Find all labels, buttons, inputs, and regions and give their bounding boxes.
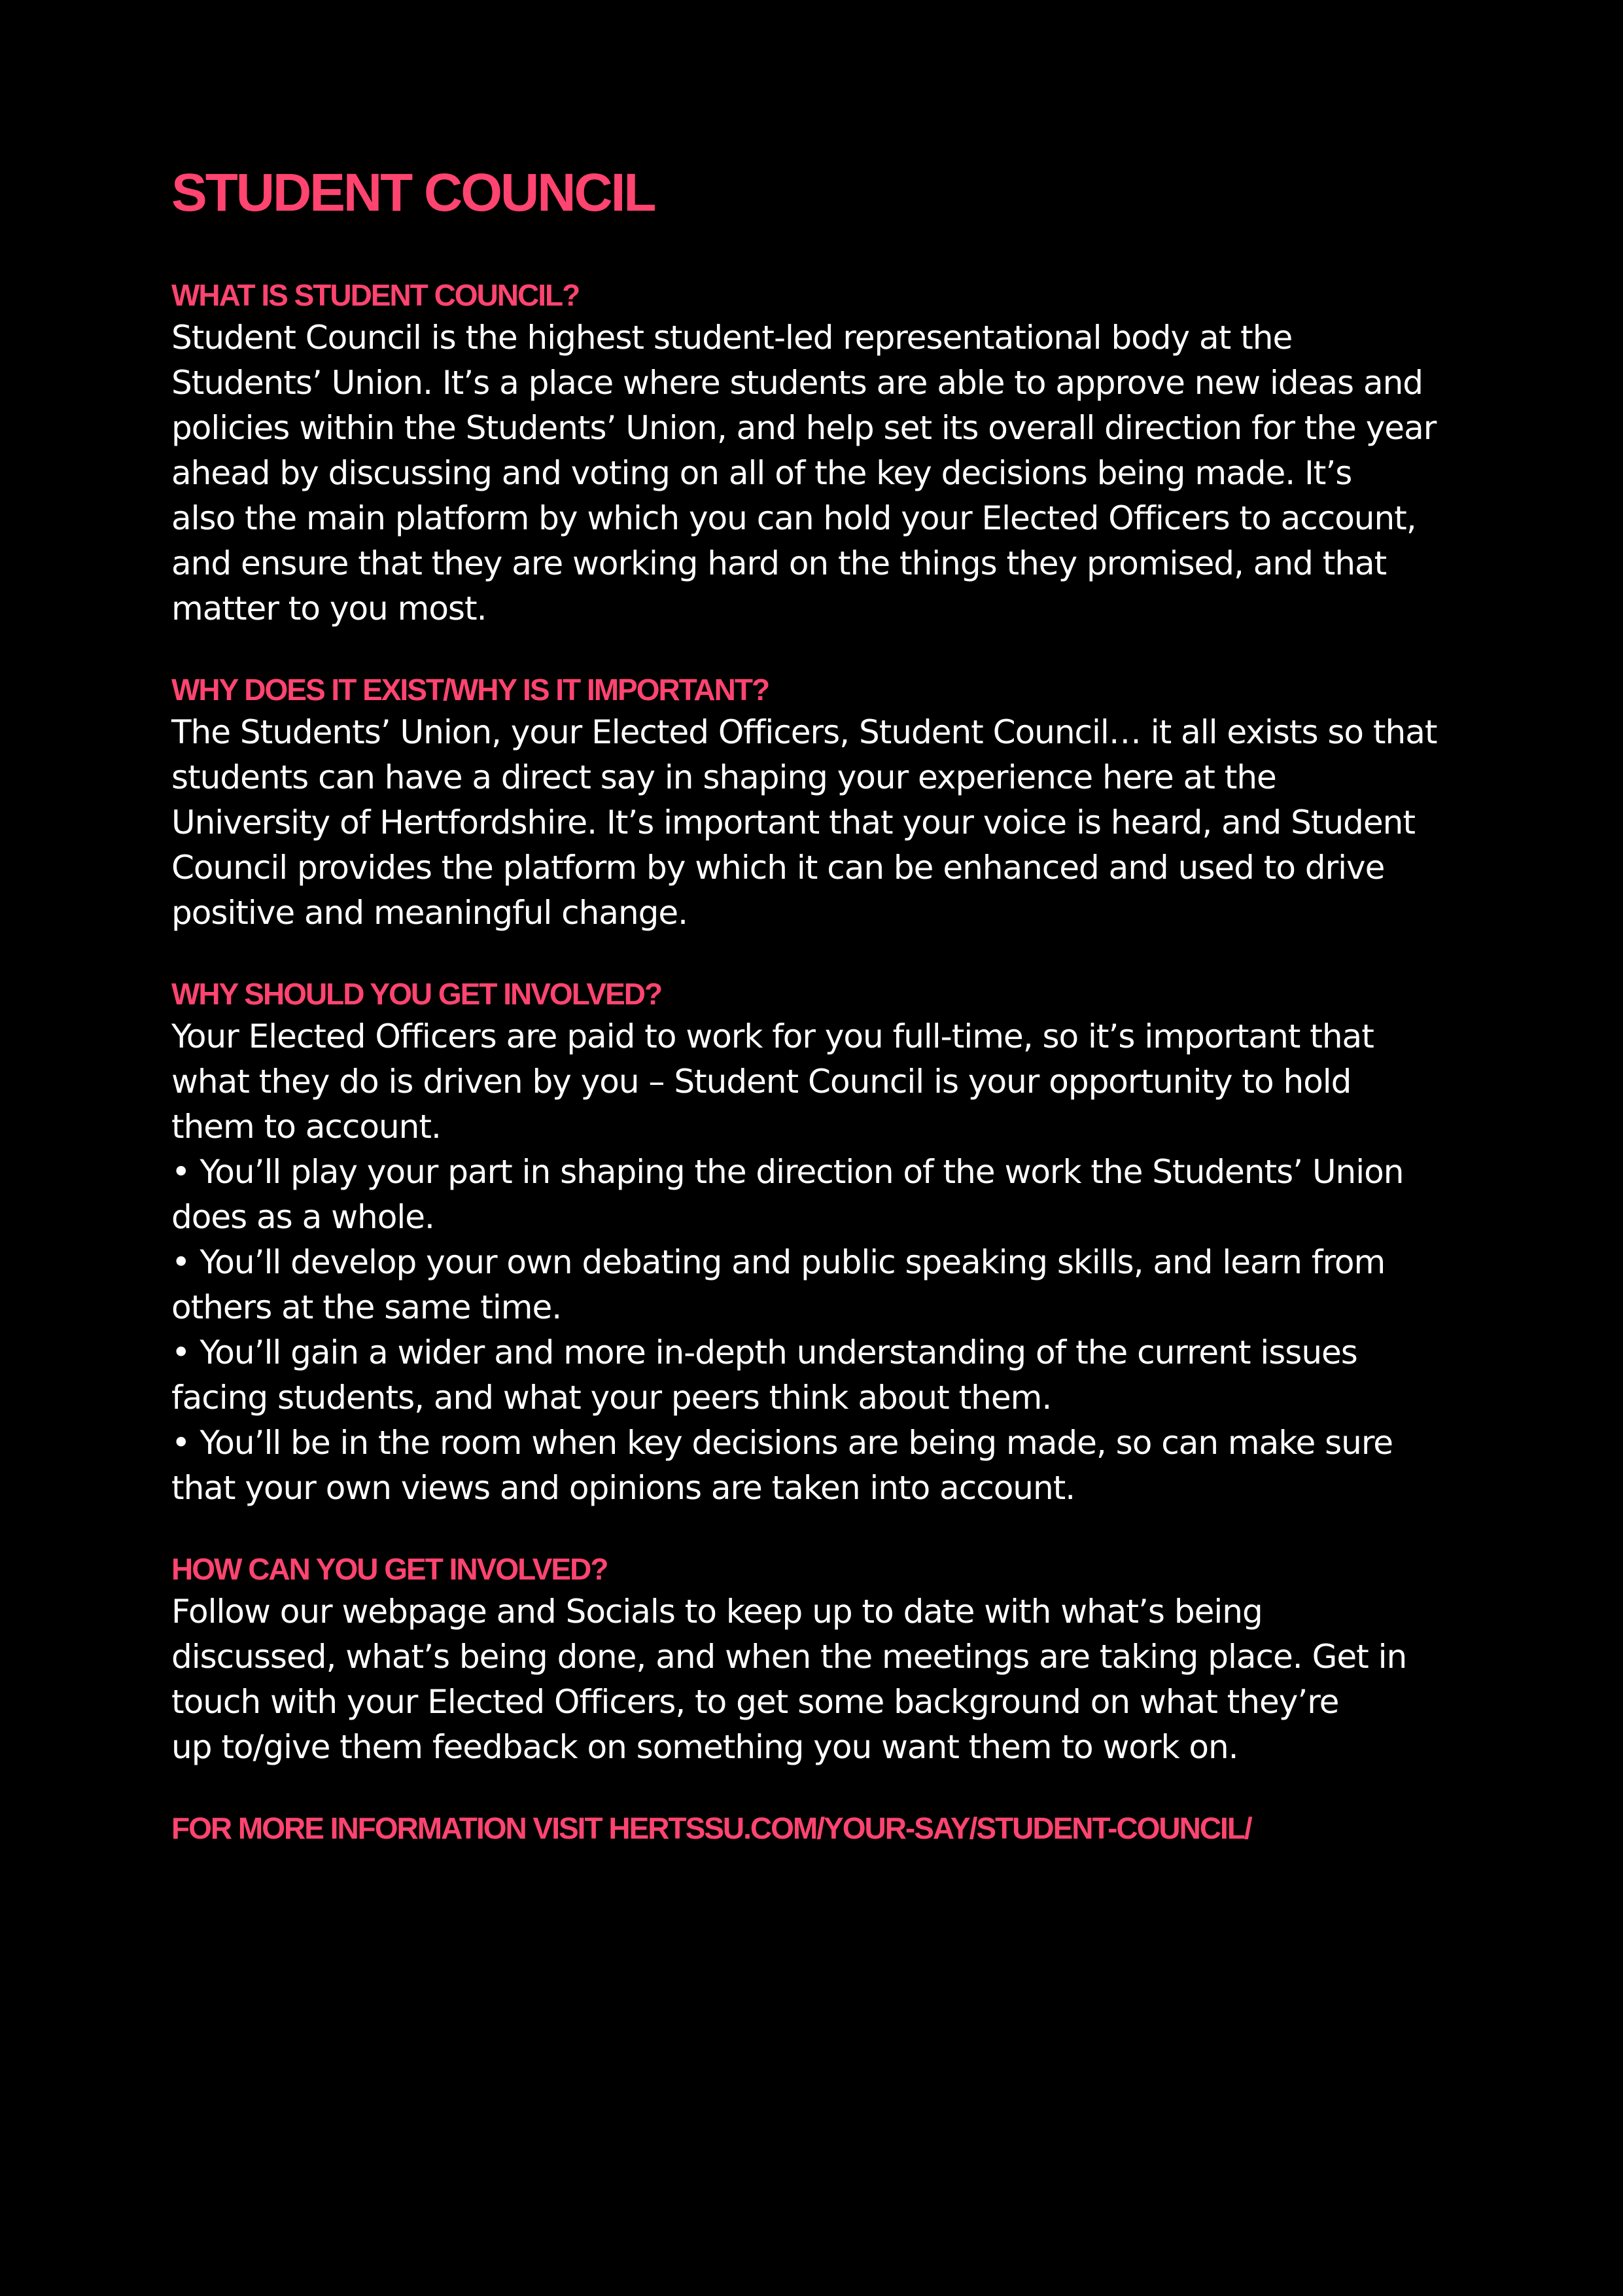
section-heading: HOW CAN YOU GET INVOLVED?: [171, 1552, 608, 1586]
how-involved-section: [171, 1551, 1473, 1770]
what-is-section: [171, 277, 1473, 631]
body-line: students can have a direct say in shaping your experience here at the: [171, 758, 1276, 796]
footer-info-link[interactable]: FOR MORE INFORMATION VISIT HERTSSU.COM/YOUR-SAY/STUDENT-COUNCIL/: [171, 1811, 1251, 1845]
body-line: Your Elected Officers are paid to work for you full-time, so it’s important that: [171, 1017, 1374, 1055]
section-heading: WHY SHOULD YOU GET INVOLVED?: [171, 977, 662, 1011]
body-line: • You’ll play your part in shaping the direction of the work the Students’ Union: [171, 1153, 1404, 1191]
body-line: also the main platform by which you can hold your Elected Officers to account,: [171, 499, 1416, 537]
why-involved-section: [171, 976, 1473, 1511]
body-line: discussed, what’s being done, and when the meetings are taking place. Get in: [171, 1638, 1407, 1676]
body-line: positive and meaningful change.: [171, 894, 688, 932]
body-line: Student Council is the highest student-led representational body at the: [171, 319, 1293, 357]
body-line: • You’ll be in the room when key decisions are being made, so can make sure: [171, 1424, 1393, 1462]
body-line: ahead by discussing and voting on all of the key decisions being made. It’s: [171, 454, 1352, 492]
body-line: touch with your Elected Officers, to get some background on what they’re: [171, 1683, 1339, 1721]
section-body: [171, 710, 1473, 936]
body-line: that your own views and opinions are taken into account.: [171, 1469, 1075, 1507]
body-line: Council provides the platform by which it can be enhanced and used to drive: [171, 849, 1385, 887]
body-line: Students’ Union. It’s a place where students are able to approve new ideas and: [171, 364, 1423, 402]
body-line: • You’ll gain a wider and more in-depth understanding of the current issues: [171, 1333, 1357, 1371]
section-body: [171, 1589, 1473, 1770]
body-line: facing students, and what your peers think about them.: [171, 1379, 1052, 1417]
body-line: does as a whole.: [171, 1198, 434, 1236]
body-line: • You’ll develop your own debating and public speaking skills, and learn from: [171, 1243, 1386, 1281]
section-heading: WHY DOES IT EXIST/WHY IS IT IMPORTANT?: [171, 673, 769, 707]
body-line: others at the same time.: [171, 1288, 562, 1326]
why-exist-section: [171, 672, 1473, 936]
body-line: University of Hertfordshire. It’s important that your voice is heard, and Student: [171, 804, 1415, 841]
section-body: [171, 1014, 1473, 1511]
body-line: policies within the Students’ Union, and help set its overall direction for the year: [171, 409, 1437, 447]
body-line: matter to you most.: [171, 590, 487, 627]
body-line: them to account.: [171, 1108, 441, 1146]
body-line: and ensure that they are working hard on the things they promised, and that: [171, 544, 1387, 582]
page-title: STUDENT COUNCIL: [171, 163, 655, 222]
body-line: up to/give them feedback on something you want them to work on.: [171, 1728, 1238, 1766]
body-line: what they do is driven by you – Student Council is your opportunity to hold: [171, 1063, 1352, 1101]
sections-container: [171, 277, 1473, 1770]
body-line: Follow our webpage and Socials to keep up to date with what’s being: [171, 1593, 1263, 1631]
section-body: [171, 315, 1473, 631]
section-heading: WHAT IS STUDENT COUNCIL?: [171, 278, 580, 312]
document-content: [171, 164, 1473, 1846]
body-line: The Students’ Union, your Elected Officers, Student Council… it all exists so that: [171, 713, 1437, 751]
